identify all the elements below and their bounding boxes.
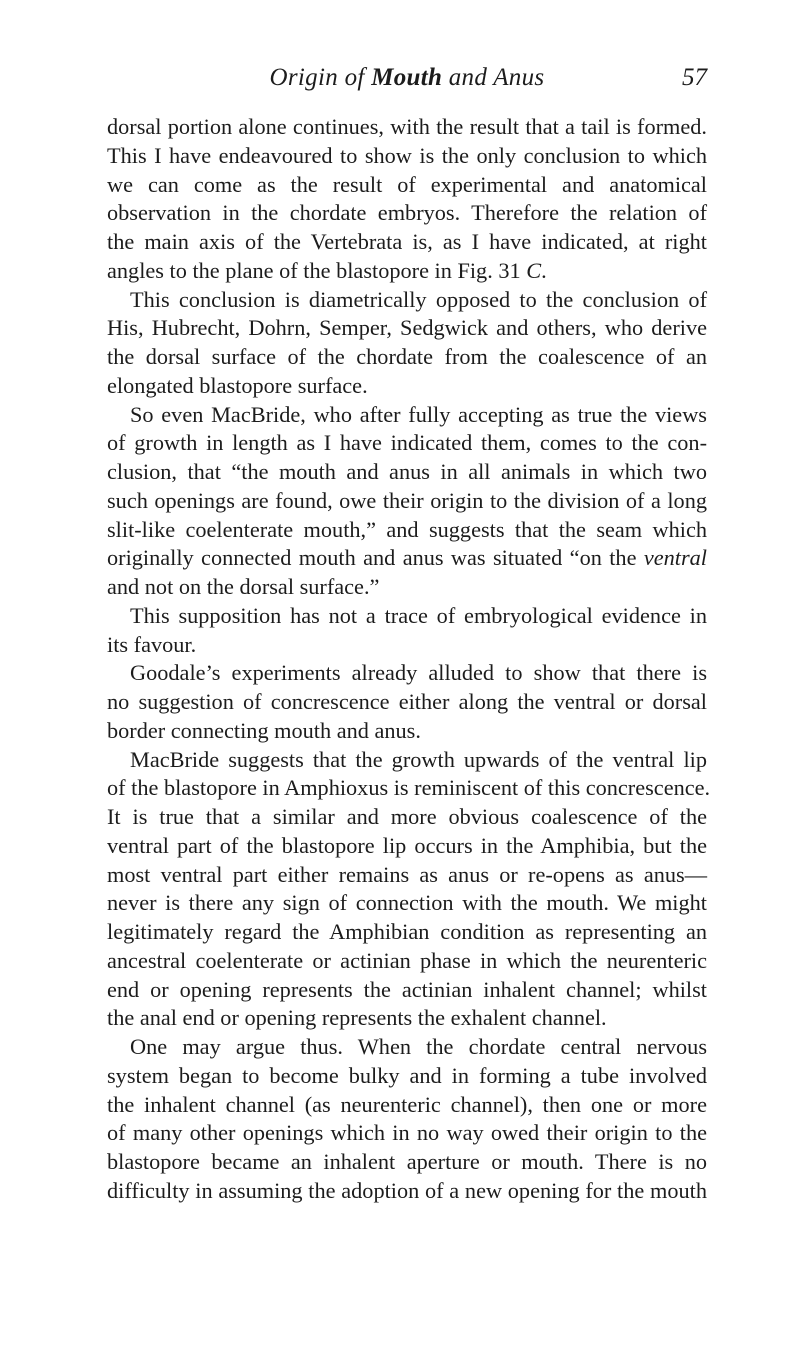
text-line: This supposition has not a trace of embryological evidence in (130, 602, 707, 628)
text-fragment: originally connected mouth and anus was situated “on the (107, 545, 644, 571)
text-line (107, 544, 707, 573)
title-word-and: and (442, 64, 494, 91)
text-fragment: . (541, 257, 547, 283)
text-line: difficulty in assuming the adoption of a new opening for the mouth (107, 1177, 707, 1203)
text-line: So even MacBride, who after fully accepting as true the views (130, 401, 707, 427)
text-line: It is true that a similar and more obvious coalescence of the (107, 804, 707, 829)
title-word-of: of (338, 64, 372, 91)
text-line: dorsal portion alone continues, with the result that a tail is formed. (107, 114, 707, 139)
text-line: clusion, that “the mouth and anus in all animals in which two (107, 459, 707, 484)
text-line: MacBride suggests that the growth upwards of the ventral lip (130, 746, 707, 772)
text-line: legitimately regard the Amphibian condition as representing an (107, 919, 707, 944)
text-line: of growth in length as I have indicated them, comes to the con- (107, 430, 707, 456)
text-line: end or opening represents the actinian inhalent channel; whilst (107, 976, 707, 1002)
text-line: its favour. (107, 631, 197, 657)
text-line: His, Hubrecht, Dohrn, Semper, Sedgwick and others, who derive (107, 315, 707, 341)
text-line: Goodale’s experiments already alluded to show that there is (130, 660, 707, 686)
text-fragment: angles to the plane of the blastopore in Fig. 31 (107, 257, 527, 283)
text-line: observation in the chordate embryos. Therefore the relation of (107, 200, 707, 226)
text-line: system began to become bulky and in forming a tube involved (107, 1062, 707, 1088)
title-word-origin: Origin (269, 64, 339, 91)
text-line: we can come as the result of experimental and anatomical (107, 171, 707, 197)
text-line: This conclusion is diametrically opposed to the conclusion of (130, 286, 707, 312)
text-line: slit-like coelenterate mouth,” and suggests that the seam which (107, 516, 707, 542)
page-number: 57 (682, 64, 707, 91)
text-line: the inhalent channel (as neurenteric channel), then one or more (107, 1091, 707, 1117)
text-line: the main axis of the Vertebrata is, as I have indicated, at right (107, 229, 707, 254)
title-word-mouth: Mouth (371, 64, 443, 91)
text-line: ancestral coelenterate or actinian phase in which the neurenteric (107, 947, 707, 973)
text-line: One may argue thus. When the chordate central nervous (130, 1034, 707, 1059)
text-line: of many other openings which in no way owed their origin to the (107, 1120, 707, 1146)
running-title (107, 64, 707, 92)
text-line: most ventral part either remains as anus or re-opens as anus— (107, 861, 707, 887)
text-line: This I have endeavoured to show is the only conclusion to which (107, 142, 707, 168)
text-line (107, 257, 707, 286)
title-word-anus: Anus (493, 64, 545, 91)
figure-letter: C (526, 257, 542, 283)
text-line: the dorsal surface of the chordate from the coalescence of an (107, 344, 707, 369)
text-line: of the blastopore in Amphioxus is reminiscent of this concrescence. (107, 775, 711, 801)
text-line: no suggestion of concrescence either along the ventral or dorsal (107, 689, 707, 714)
text-line: such openings are found, owe their origin to the division of a long (107, 487, 707, 513)
text-line: the anal end or opening represents the exhalent channel. (107, 1005, 607, 1031)
text-line: elongated blastopore surface. (107, 372, 368, 398)
italic-word-ventral: ventral (643, 545, 707, 571)
text-line: and not on the dorsal surface.” (107, 574, 380, 599)
text-line: blastopore became an inhalent aperture or mouth. There is no (107, 1149, 707, 1174)
body-text (107, 113, 711, 1206)
text-line: border connecting mouth and anus. (107, 717, 421, 743)
text-line: never is there any sign of connection with the mouth. We might (107, 890, 707, 916)
text-line: ventral part of the blastopore lip occurs in the Amphibia, but the (107, 832, 707, 858)
page-header (107, 64, 707, 104)
